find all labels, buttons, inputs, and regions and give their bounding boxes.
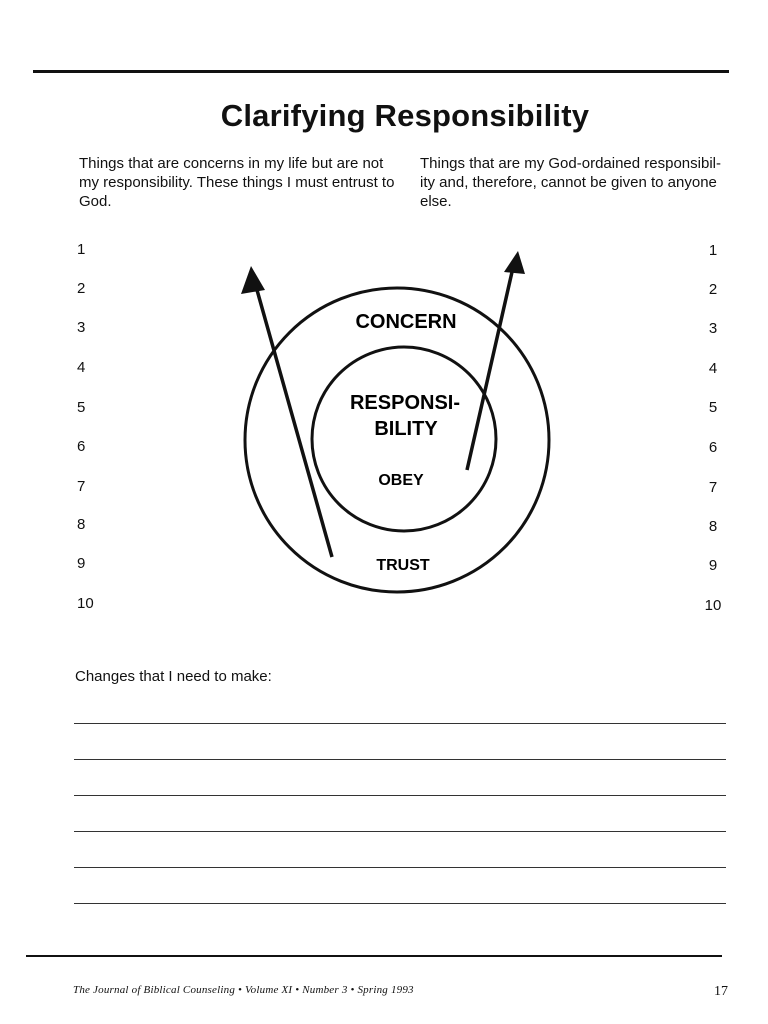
right-number-5: 5 bbox=[708, 399, 718, 416]
left-number-10: 10 bbox=[77, 595, 94, 612]
right-number-8: 8 bbox=[708, 518, 718, 535]
writing-line[interactable] bbox=[74, 723, 726, 724]
concern-label: CONCERN bbox=[355, 311, 457, 333]
writing-line[interactable] bbox=[74, 903, 726, 904]
right-number-1: 1 bbox=[708, 242, 718, 259]
left-number-4: 4 bbox=[77, 359, 86, 376]
right-number-6: 6 bbox=[708, 439, 718, 456]
changes-label: Changes that I need to make: bbox=[75, 668, 272, 685]
trust-label: TRUST bbox=[376, 557, 430, 574]
left-number-3: 3 bbox=[77, 319, 86, 336]
left-number-9: 9 bbox=[77, 555, 86, 572]
left-number-5: 5 bbox=[77, 399, 86, 416]
journal-citation: The Journal of Biblical Counseling • Volume XI • Number 3 • Spring 1993 bbox=[73, 984, 414, 996]
page-number: 17 bbox=[714, 984, 728, 999]
left-number-1: 1 bbox=[77, 241, 86, 258]
left-number-8: 8 bbox=[77, 516, 86, 533]
right-number-7: 7 bbox=[708, 479, 718, 496]
left-number-6: 6 bbox=[77, 438, 86, 455]
right-number-9: 9 bbox=[708, 557, 718, 574]
right-number-3: 3 bbox=[708, 320, 718, 337]
right-number-10: 10 bbox=[704, 597, 722, 614]
writing-line[interactable] bbox=[74, 831, 726, 832]
intro-left-text: Things that are concerns in my life but are not my responsibility. These things I must entrust to God. bbox=[79, 155, 395, 210]
concern-circle bbox=[245, 288, 549, 592]
obey-arrow-head bbox=[504, 251, 525, 274]
responsibility-label-line2: BILITY bbox=[374, 418, 438, 440]
trust-arrow-head bbox=[241, 266, 265, 294]
page-title: Clarifying Responsibility bbox=[220, 98, 590, 133]
responsibility-label-line1: RESPONSI- bbox=[349, 392, 461, 414]
left-number-7: 7 bbox=[77, 478, 86, 495]
bottom-rule bbox=[26, 955, 722, 957]
left-number-2: 2 bbox=[77, 280, 86, 297]
right-number-2: 2 bbox=[708, 281, 718, 298]
writing-line[interactable] bbox=[74, 867, 726, 868]
obey-label: OBEY bbox=[378, 472, 424, 489]
right-number-4: 4 bbox=[708, 360, 718, 377]
intro-right-text: Things that are my God-ordained responsibil- ity and, therefore, cannot be given to anyone else. bbox=[420, 155, 721, 210]
obey-arrow-shaft bbox=[467, 272, 512, 470]
writing-line[interactable] bbox=[74, 759, 726, 760]
writing-line[interactable] bbox=[74, 795, 726, 796]
trust-arrow-shaft bbox=[257, 290, 332, 557]
